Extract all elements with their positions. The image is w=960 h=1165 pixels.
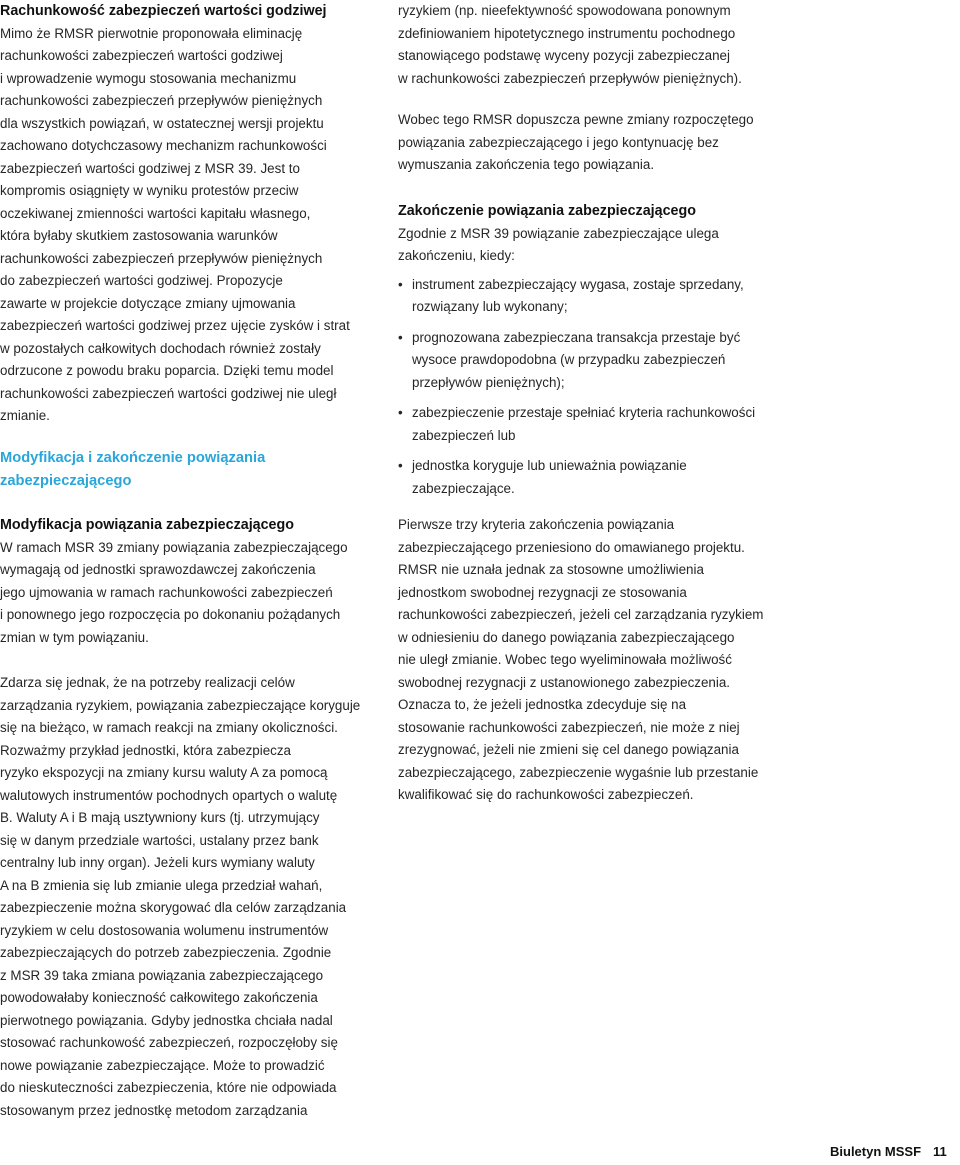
publication-name: Biuletyn MSSF bbox=[830, 1144, 922, 1159]
list-item-text: instrument zabezpieczający wygasa, zostaje sprzedany, rozwiązany lub wykonany; bbox=[412, 276, 744, 314]
list-item-text: zabezpieczenie przestaje spełniać kryteria rachunkowości zabezpieczeń lub bbox=[412, 405, 756, 443]
modification-paragraph-2: Zdarza się jednak, że na potrzeby realizacji celów zarządzania ryzykiem, powiązania zabezpieczające koryguje się na bieżąco, w ramach reakcji na zmiany okoliczności. Rozważmy przykład jednostki, która zabezpiecza ryzyko ekspozycji na zmiany kursu waluty A za pomocą walutowych instrumentów pochodnych opartych o walutę B. Waluty A i B mają usztywniony kurs (tj. utrzymujący się w danym przedziale wartości, ustalany przez bank centralny lub inny organ). Jeżeli kurs wymiany waluty A na B zmienia się lub zmianie ulega przedział wahań, zabezpieczenie można skorygować dla celów zarządzania ryzykiem w celu dostosowania wolumenu instrumentów zabezpieczających do potrzeb zabezpieczenia. Zgodnie z MSR 39 taka zmiana powiązania zabezpieczającego powodowałaby konieczność całkowitego zakończenia pierwotnego powiązania. Gdyby jednostka chciała nadal stosować rachunkowość zabezpieczeń, rozpoczęłoby się nowe powiązanie zabezpieczające. Może to prowadzić do nieskuteczności zabezpieczenia, które nie odpowiada stosowanym przez jednostkę metodom zarządzania bbox=[0, 675, 361, 1118]
termination-criteria-list bbox=[398, 274, 778, 501]
modification-paragraph-1: W ramach MSR 39 zmiany powiązania zabezpieczającego wymagają od jednostki sprawozdawczej zakończenia jego ujmowania w ramach rachunkowości zabezpieczeń i ponownego jego rozpoczęcia po dokonaniu pożądanych zmian w tym powiązaniu. bbox=[0, 539, 348, 645]
modification-section bbox=[0, 447, 368, 493]
bullet-icon: • bbox=[398, 405, 403, 420]
list-item bbox=[398, 455, 778, 500]
page-footer bbox=[830, 1143, 960, 1161]
list-item bbox=[398, 327, 778, 395]
closing-block bbox=[398, 514, 778, 807]
fair-value-hedge-paragraph: Mimo że RMSR pierwotnie proponowała eliminację rachunkowości zabezpieczeń wartości godziwej i wprowadzenie wymogu stosowania mechanizmu rachunkowości zabezpieczeń przepływów pieniężnych dla wszystkich powiązań, w ostatecznej wersji projektu zachowano dotychczasowy mechanizm rachunkowości zabezpieczeń wartości godziwej z MSR 39. Jest to kompromis osiągnięty w wyniku protestów przeciw oczekiwanej zmienności wartości kapitału własnego, która byłaby skutkiem zastosowania warunków rachunkowości zabezpieczeń przepływów pieniężnych do zabezpieczeń wartości godziwej. Propozycje zawarte w projekcie dotyczące zmiany ujmowania zabezpieczeń wartości godziwej przez ujęcie zysków i strat w pozostałych całkowitych dochodach również zostały odrzucone z powodu braku poparcia. Dzięki temu model rachunkowości zabezpieczeń wartości godziwej nie uległ zmianie. bbox=[0, 25, 350, 423]
example-block bbox=[0, 672, 368, 1122]
bullet-icon: • bbox=[398, 276, 403, 292]
fair-value-hedge-section bbox=[0, 0, 368, 428]
board-block bbox=[398, 109, 778, 177]
page-number: 11 bbox=[933, 1144, 947, 1159]
bullet-icon: • bbox=[398, 458, 403, 473]
termination-section bbox=[398, 200, 778, 508]
continuation-block bbox=[398, 0, 778, 90]
modification-subsection bbox=[0, 514, 368, 649]
bullet-icon: • bbox=[398, 329, 403, 345]
fair-value-hedge-heading: Rachunkowość zabezpieczeń wartości godziwej bbox=[0, 3, 327, 19]
list-item bbox=[398, 402, 778, 447]
list-item-text: prognozowana zabezpieczana transakcja przestaje być wysoce prawdopodobna (w przypadku zabezpieczeń przepływów pieniężnych); bbox=[412, 329, 741, 390]
termination-intro: Zgodnie z MSR 39 powiązanie zabezpieczające ulega zakończeniu, kiedy: bbox=[398, 225, 719, 263]
termination-heading: Zakończenie powiązania zabezpieczającego bbox=[398, 203, 696, 219]
list-item-text: jednostka koryguje lub unieważnia powiązanie zabezpieczające. bbox=[412, 458, 687, 496]
continuation-paragraph: ryzykiem (np. nieefektywność spowodowana ponownym zdefiniowaniem hipotetycznego instrumentu pochodnego stanowiącego podstawę wyceny pozycji zabezpieczanej w rachunkowości zabezpieczeń przepływów pieniężnych). bbox=[398, 3, 742, 86]
modification-termination-heading: Modyfikacja i zakończenie powiązania zabezpieczającego bbox=[0, 450, 266, 489]
closing-paragraph: Pierwsze trzy kryteria zakończenia powiązania zabezpieczającego przeniesiono do omawianego projektu. RMSR nie uznała jednak za stosowne umożliwienia jednostkom swobodnej rezygnacji ze stosowania rachunkowości zabezpieczeń, jeżeli cel zarządzania ryzykiem w odniesieniu do danego powiązania zabezpieczającego nie uległ zmianie. Wobec tego wyeliminowała możliwość swobodnej rezygnacji z ustanowionego zabezpieczenia. Oznacza to, że jeżeli jednostka zdecyduje się na stosowanie rachunkowości zabezpieczeń, nie może z niej zrezygnować, jeżeli nie zmieni się cel danego powiązania zabezpieczającego, zabezpieczenie wygaśnie lub przestanie kwalifikować się do rachunkowości zabezpieczeń. bbox=[398, 517, 764, 802]
list-item bbox=[398, 274, 778, 319]
board-paragraph: Wobec tego RMSR dopuszcza pewne zmiany rozpoczętego powiązania zabezpieczającego i jego kontynuację bez wymuszania zakończenia tego powiązania. bbox=[398, 112, 754, 172]
modification-heading: Modyfikacja powiązania zabezpieczającego bbox=[0, 517, 294, 533]
